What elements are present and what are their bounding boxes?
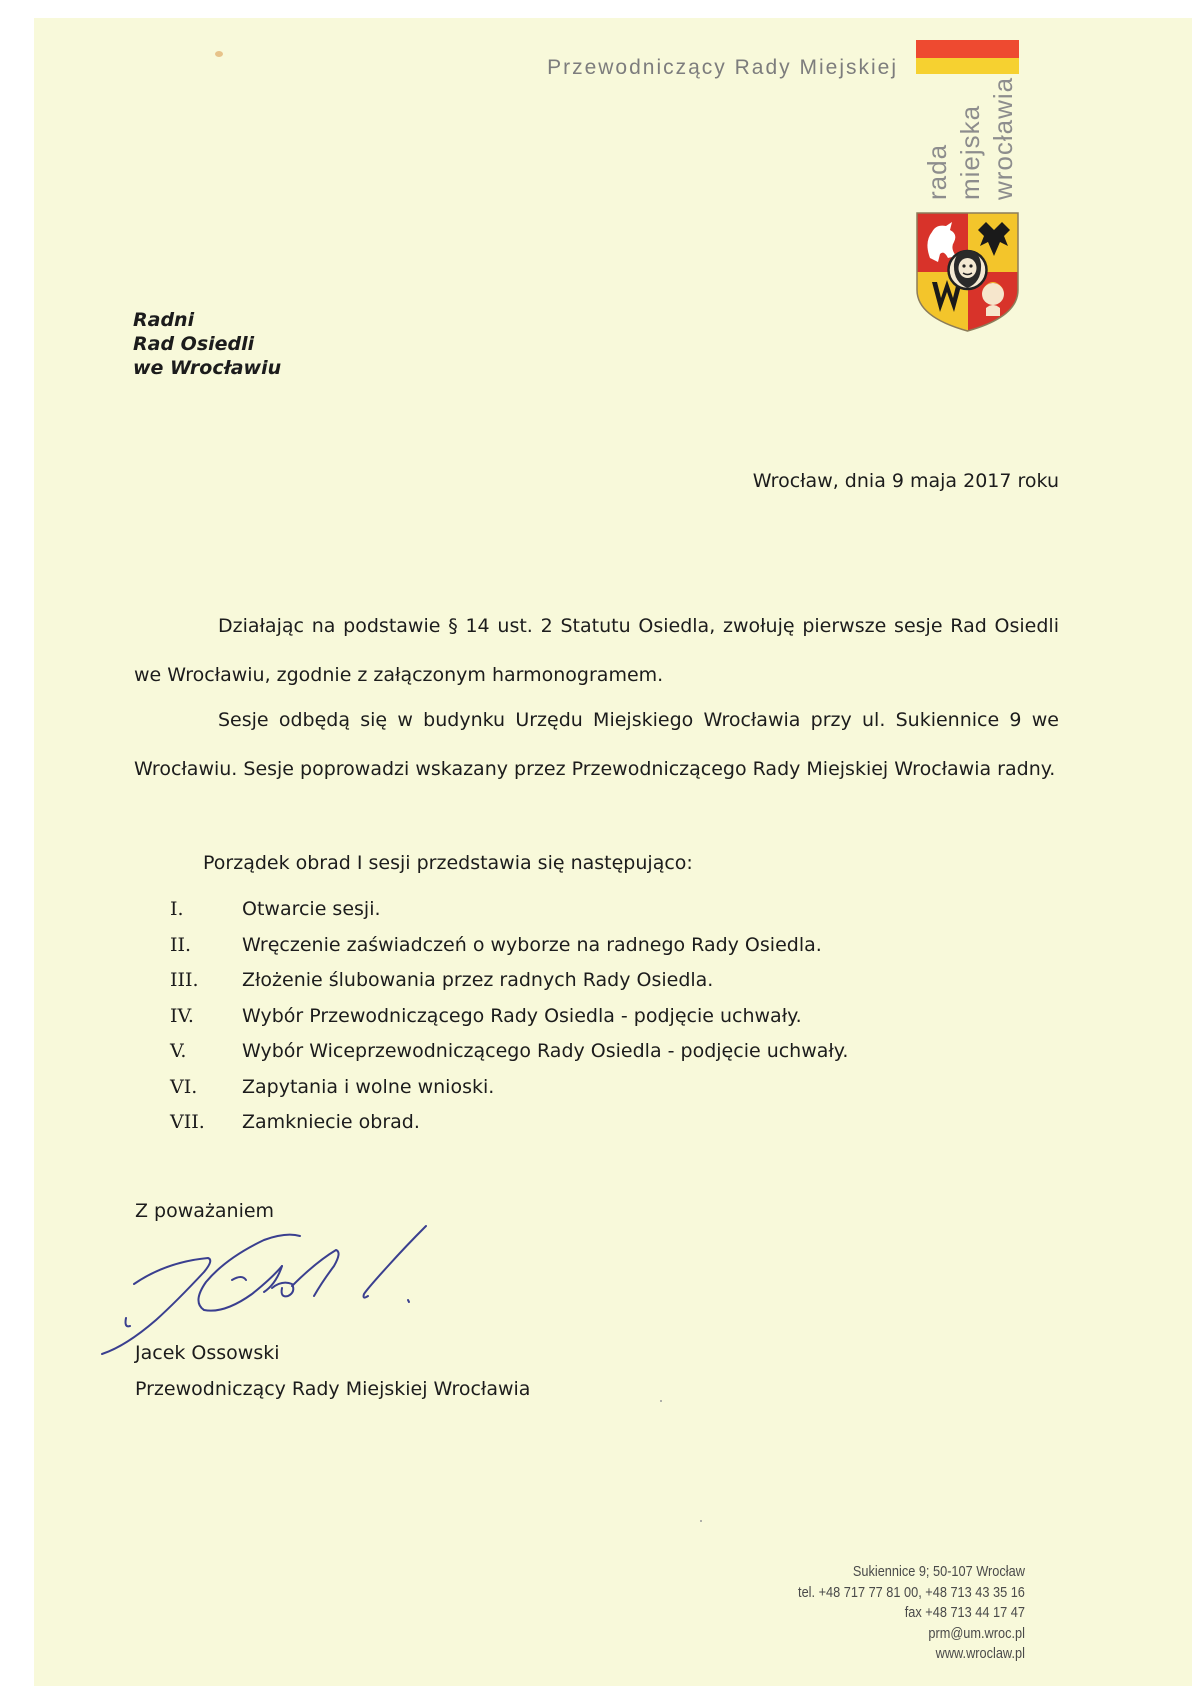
agenda-item-text: Złożenie ślubowania przez radnych Rady Osiedla. bbox=[242, 969, 714, 991]
agenda-item-number: II. bbox=[170, 933, 192, 956]
footer-website: www.wroclaw.pl bbox=[935, 1645, 1025, 1662]
signer-name: Jacek Ossowski bbox=[135, 1342, 280, 1364]
agenda-item-number: VII. bbox=[170, 1111, 205, 1133]
coat-of-arms-icon bbox=[916, 212, 1019, 332]
footer-tel: tel. +48 717 77 81 00, +48 713 43 35 16 bbox=[798, 1583, 1025, 1601]
agenda-item bbox=[170, 1111, 848, 1147]
handwritten-signature bbox=[96, 1222, 436, 1362]
wroclaw-coat-of-arms bbox=[916, 212, 1019, 332]
letter-date: Wrocław, dnia 9 maja 2017 roku bbox=[752, 470, 1059, 492]
body-paragraph-2: Sesje odbędą się w budynku Urzędu Miejskiego Wrocławia przy ul. Sukiennice 9 we Wrocławiu. Sesje poprowadzi wskazany przez Przewodniczącego Rady Miejskiej Wrocławia radny. bbox=[134, 709, 1059, 780]
agenda-item bbox=[170, 969, 848, 1005]
agenda-item-text: Zapytania i wolne wnioski. bbox=[242, 1075, 495, 1098]
agenda-item bbox=[170, 1076, 848, 1112]
agenda-item-text: Otwarcie sesji. bbox=[242, 898, 381, 920]
logo-text-rada: rada bbox=[922, 143, 952, 200]
signature-icon bbox=[96, 1222, 436, 1362]
agenda-item-number: I. bbox=[170, 898, 184, 920]
agenda-item bbox=[170, 898, 848, 934]
agenda-item bbox=[170, 1040, 848, 1076]
logo-text-miejska: miejska bbox=[955, 104, 985, 200]
closing-salutation: Z poważaniem bbox=[135, 1200, 275, 1222]
paper-speck bbox=[215, 51, 223, 57]
agenda-item-text: Zamkniecie obrad. bbox=[242, 1111, 420, 1133]
recipient-block bbox=[133, 308, 281, 380]
agenda-item-text: Wybór Przewodniczącego Rady Osiedla - podjęcie uchwały. bbox=[242, 1004, 802, 1027]
agenda-item-text: Wręczenie zaświadczeń o wyborze na radnego Rady Osiedla. bbox=[242, 933, 822, 956]
letterhead-title: Przewodniczący Rady Miejskiej bbox=[547, 56, 898, 79]
agenda-item-number: III. bbox=[170, 969, 199, 991]
letterhead-red-stripe bbox=[916, 40, 1019, 58]
agenda-list bbox=[170, 898, 848, 1147]
agenda-item bbox=[170, 1005, 848, 1041]
recipient-line: we Wrocławiu bbox=[133, 357, 282, 379]
agenda-item-number: IV. bbox=[170, 1004, 194, 1027]
footer-email: prm@um.wroc.pl bbox=[928, 1624, 1025, 1642]
agenda-intro: Porządek obrad I sesji przedstawia się następująco: bbox=[203, 852, 693, 874]
agenda-item-text: Wybór Wiceprzewodniczącego Rady Osiedla - podjęcie uchwały. bbox=[242, 1040, 849, 1062]
logo-text-wroclawia: wrocławia bbox=[988, 76, 1018, 200]
paper-speck bbox=[660, 1400, 662, 1402]
paper-speck bbox=[700, 1520, 702, 1522]
agenda-item-number: VI. bbox=[170, 1075, 198, 1098]
letterhead-footer bbox=[798, 1562, 1025, 1665]
agenda-item-number: V. bbox=[170, 1040, 187, 1062]
signer-title: Przewodniczący Rady Miejskiej Wrocławia bbox=[135, 1378, 531, 1400]
footer-address: Sukiennice 9; 50-107 Wrocław bbox=[853, 1563, 1025, 1580]
body-paragraph-1: Działając na podstawie § 14 ust. 2 Statutu Osiedla, zwołuję pierwsze sesje Rad Osiedli we Wrocławiu, zgodnie z załączonym harmonogramem. bbox=[134, 615, 1059, 686]
letterhead-yellow-stripe bbox=[916, 58, 1019, 74]
recipient-line: Radni bbox=[133, 309, 195, 331]
agenda-item bbox=[170, 934, 848, 970]
footer-fax: fax +48 713 44 17 47 bbox=[904, 1604, 1025, 1621]
recipient-line: Rad Osiedli bbox=[133, 333, 255, 355]
